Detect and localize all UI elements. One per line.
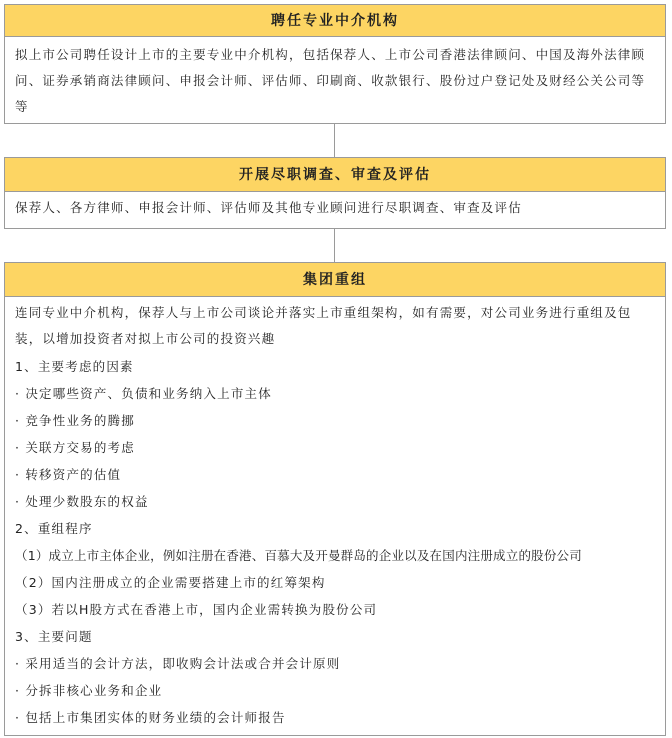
list-item: （2）国内注册成立的企业需要搭建上市的红筹架构 (15, 575, 326, 590)
step-box-hire-intermediaries (4, 4, 666, 124)
list-item: · 采用适当的会计方法，即收购会计法或合并会计原则 (15, 656, 341, 671)
list-item: · 决定哪些资产、负债和业务纳入上市主体 (15, 386, 272, 401)
step-description (5, 37, 665, 120)
list-item: · 分拆非核心业务和企业 (15, 683, 163, 698)
list-item: （3）若以H股方式在香港上市，国内企业需转换为股份公司 (15, 602, 378, 617)
step-box-group-restructuring (4, 262, 666, 736)
list-item: （1）成立上市主体企业，例如注册在香港、百慕大及开曼群岛的企业以及在国内注册成立的股份公司 (15, 548, 582, 563)
list-item: · 处理少数股东的权益 (15, 494, 149, 509)
step-title: 开展尽职调查、审查及评估 (5, 158, 665, 192)
heading-issues: 3、主要问题 (15, 629, 93, 644)
step-description (5, 192, 665, 221)
list-item: · 关联方交易的考虑 (15, 440, 135, 455)
step-title: 集团重组 (5, 263, 665, 297)
heading-procedure: 2、重组程序 (15, 521, 93, 536)
heading-considerations: 1、主要考虑的因素 (15, 359, 134, 374)
step-description-text: 保荐人、各方律师、申报会计师、评估师及其他专业顾问进行尽职调查、审查及评估 (15, 200, 522, 215)
flow-connector (334, 124, 335, 157)
step-box-due-diligence (4, 157, 666, 229)
list-item: · 包括上市集团实体的财务业绩的会计师报告 (15, 710, 286, 725)
list-item: · 竞争性业务的腾挪 (15, 413, 135, 428)
flow-connector (334, 229, 335, 262)
step-description (5, 297, 665, 731)
step-title: 聘任专业中介机构 (5, 5, 665, 37)
step-description-text: 拟上市公司聘任设计上市的主要专业中介机构，包括保荐人、上市公司香港法律顾问、中国及海外法律顾问、证券承销商法律顾问、申报会计师、评估师、印刷商、收款银行、股份过户登记处及财经公关公司等等 (15, 47, 646, 114)
list-item: · 转移资产的估值 (15, 467, 122, 482)
step-intro-text: 连同专业中介机构，保荐人与上市公司谈论并落实上市重组架构，如有需要，对公司业务进行重组及包装，以增加投资者对拟上市公司的投资兴趣 (15, 305, 632, 346)
